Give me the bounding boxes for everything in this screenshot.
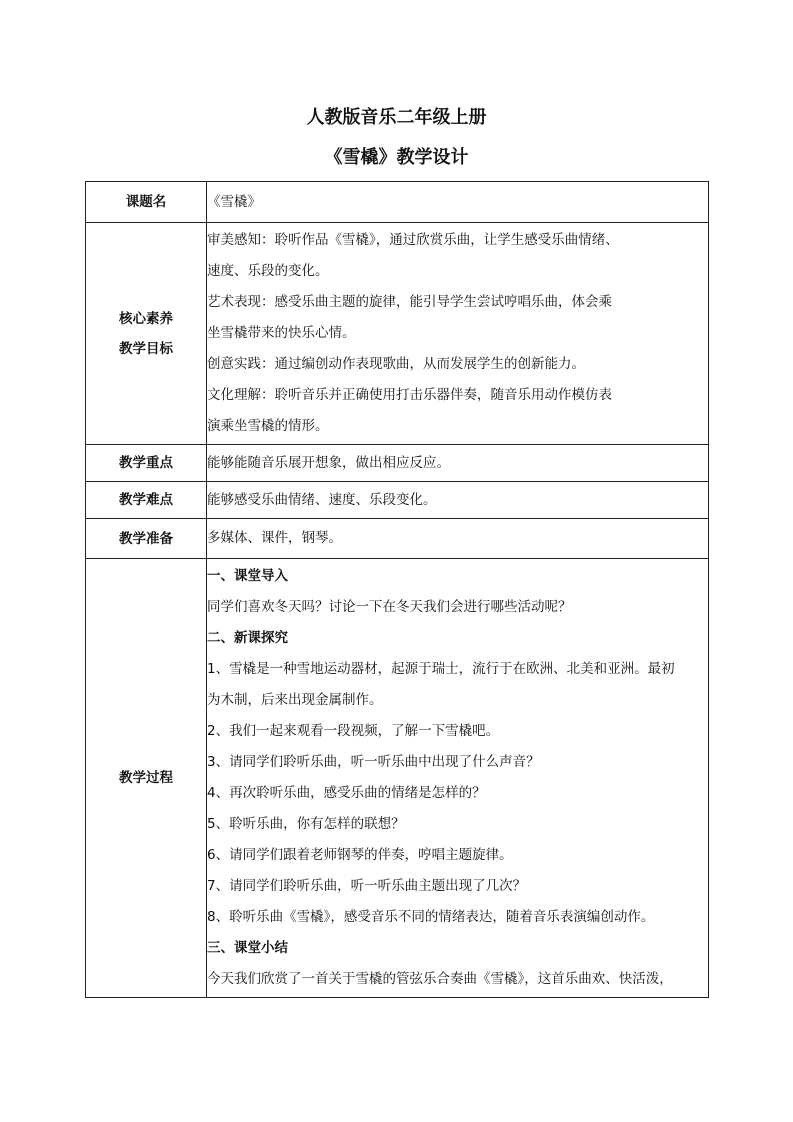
process-line: 3、请同学们聆听乐曲，听一听乐曲中出现了什么声音？ xyxy=(207,754,540,770)
process-section-heading: 二、新课探究 xyxy=(207,630,288,646)
document-subtitle: 《雪橇》教学设计 xyxy=(324,147,469,168)
key-points-label: 教学重点 xyxy=(86,445,207,482)
process-line: 7、请同学们聆听乐曲，听一听乐曲主题出现了几次？ xyxy=(207,878,527,894)
goals-line: 艺术表现：感受乐曲主题的旋律，能引导学生尝试哼唱乐曲，体会乘 xyxy=(207,294,612,310)
topic-value xyxy=(207,182,709,223)
process-line: 1、雪橇是一种雪地运动器材，起源于瑞士，流行于在欧洲、北美和亚洲。最初 xyxy=(207,661,675,677)
table-row-process xyxy=(86,559,709,998)
process-label: 教学过程 xyxy=(86,559,207,998)
goals-line: 坐雪橇带来的快乐心情。 xyxy=(207,325,356,341)
document-title: 人教版音乐二年级上册 xyxy=(306,107,487,128)
difficulties-text: 能够感受乐曲情绪、速度、乐段变化。 xyxy=(207,491,437,508)
process-line: 4、再次聆听乐曲，感受乐曲的情绪是怎样的？ xyxy=(207,785,486,801)
difficulties-value xyxy=(207,482,709,519)
goals-label xyxy=(86,223,207,445)
goals-line: 速度、乐段的变化。 xyxy=(207,263,329,279)
preparation-label: 教学准备 xyxy=(86,519,207,559)
lesson-plan-table xyxy=(85,181,709,998)
process-line: 今天我们欣赏了一首关于雪橇的管弦乐合奏曲《雪橇》，这首乐曲欢、快活泼， xyxy=(207,971,673,987)
goals-line: 文化理解：聆听音乐并正确使用打击乐器伴奏，随音乐用动作模仿表 xyxy=(207,387,612,403)
key-points-value xyxy=(207,445,709,482)
process-line: 8、聆听乐曲《雪橇》，感受音乐不同的情绪表达，随着音乐表演编创动作。 xyxy=(207,909,655,925)
process-section-heading: 一、课堂导入 xyxy=(207,568,288,584)
key-points-text: 能够能随音乐展开想象，做出相应反应。 xyxy=(207,454,450,471)
process-line: 同学们喜欢冬天吗？讨论一下在冬天我们会进行哪些活动呢？ xyxy=(207,599,572,615)
goals-line: 演乘坐雪橇的情形。 xyxy=(207,418,329,434)
process-line: 5、聆听乐曲，你有怎样的联想？ xyxy=(207,816,405,832)
table-row-goals xyxy=(86,223,709,445)
process-line: 为木制，后来出现金属制作。 xyxy=(207,692,383,708)
table-row-difficulties xyxy=(86,482,709,519)
goals-content xyxy=(207,223,709,445)
goals-line: 创意实践：通过编创动作表现歌曲，从而发展学生的创新能力。 xyxy=(207,356,585,372)
process-content xyxy=(207,559,709,998)
topic-value-text: 《雪橇》 xyxy=(207,193,261,210)
goals-line: 审美感知：聆听作品《雪橇》，通过欣赏乐曲，让学生感受乐曲情绪、 xyxy=(207,232,619,248)
difficulties-label: 教学难点 xyxy=(86,482,207,519)
process-section-heading: 三、课堂小结 xyxy=(207,940,288,956)
preparation-value xyxy=(207,519,709,559)
process-line: 2、我们一起来观看一段视频，了解一下雪橇吧。 xyxy=(207,723,500,739)
goals-label-line: 教学目标 xyxy=(119,340,173,357)
goals-label-line: 核心素养 xyxy=(119,310,173,327)
topic-label: 课题名 xyxy=(86,182,207,223)
table-row-preparation xyxy=(86,519,709,559)
table-row-topic xyxy=(86,182,709,223)
process-line: 6、请同学们跟着老师钢琴的伴奏，哼唱主题旋律。 xyxy=(207,847,513,863)
table-row-key-points xyxy=(86,445,709,482)
preparation-text: 多媒体、课件，钢琴。 xyxy=(207,530,342,546)
